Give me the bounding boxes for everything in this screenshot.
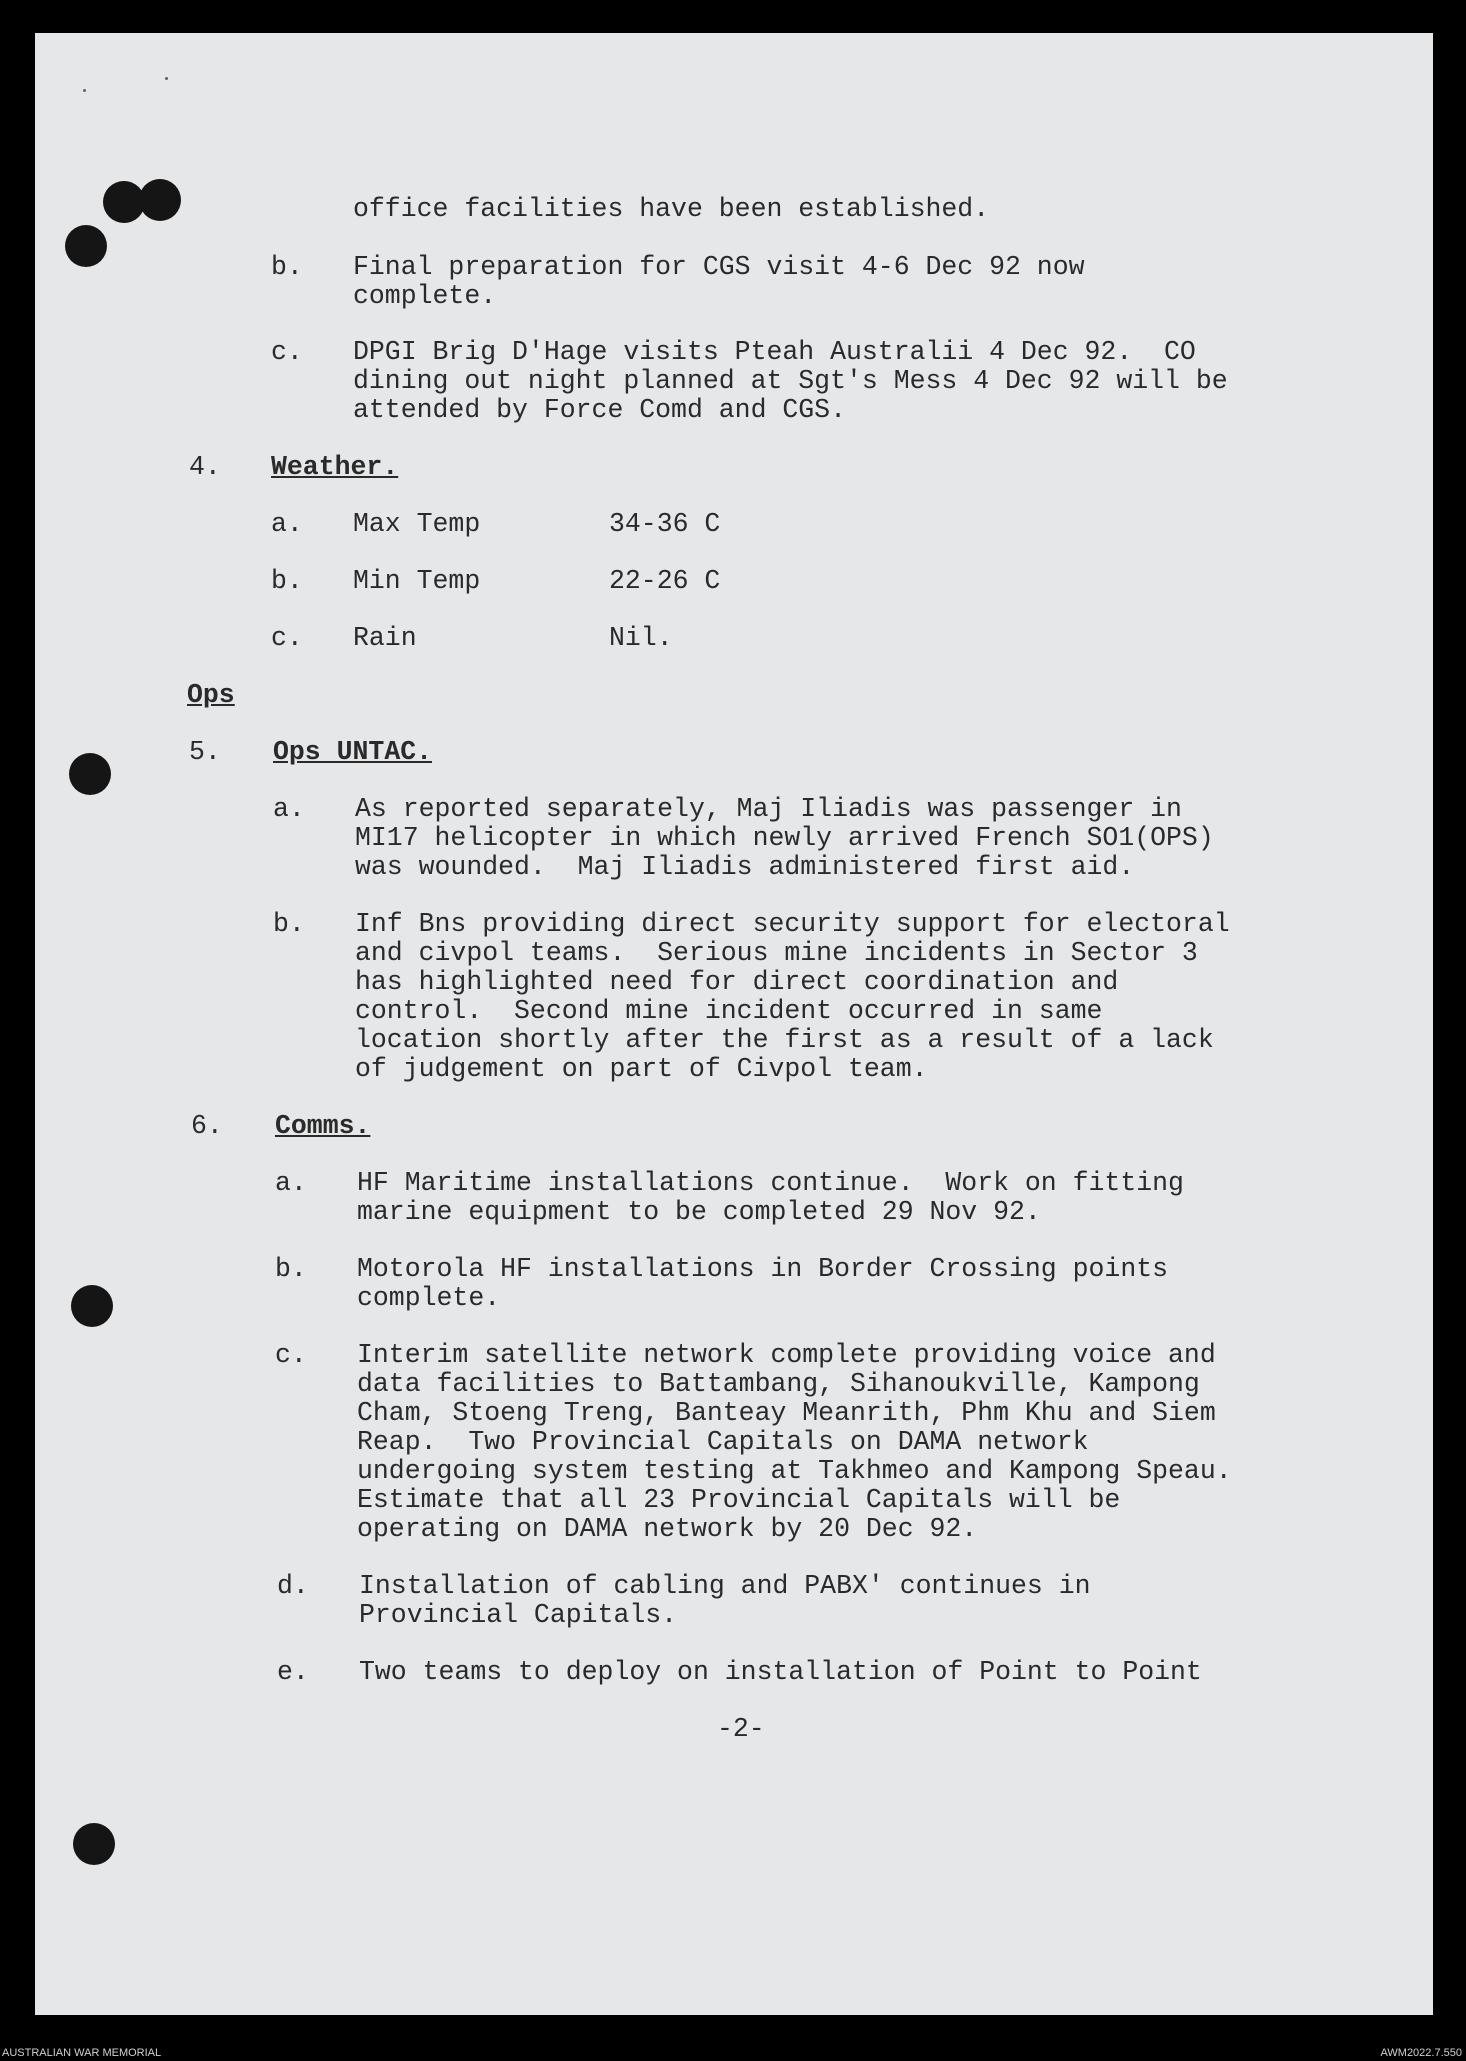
para6-c-marker: c. [275, 1340, 307, 1370]
para6-a-marker: a. [275, 1168, 307, 1198]
para6-b-marker: b. [275, 1254, 307, 1284]
weather-item-label: Rain [353, 623, 417, 653]
para6-number: 6. [191, 1111, 223, 1141]
para6-c-line: data facilities to Battambang, Sihanoukville, Kampong [357, 1369, 1200, 1399]
para6-c-line: Cham, Stoeng Treng, Banteay Meanrith, Phm Khu and Siem [357, 1398, 1216, 1428]
para6-a-line: marine equipment to be completed 29 Nov 92. [357, 1197, 1041, 1227]
weather-item-value: 22-26 C [609, 566, 721, 596]
para3-b-line: complete. [353, 281, 497, 311]
para5-b-line: of judgement on part of Civpol team. [355, 1054, 928, 1084]
para5-b-line: and civpol teams. Serious mine incidents in Sector 3 [355, 938, 1198, 968]
para6-e-marker: e. [277, 1657, 309, 1687]
punch-hole [71, 1285, 113, 1327]
para3-c-marker: c. [271, 337, 303, 367]
para3-b-marker: b. [271, 252, 303, 282]
weather-item-marker: c. [271, 623, 303, 653]
para5-a-marker: a. [273, 794, 305, 824]
ops-untac-heading: Ops UNTAC. [273, 737, 433, 767]
page-number: -2- [717, 1714, 765, 1744]
para6-c-line: Reap. Two Provincial Capitals on DAMA network [357, 1427, 1089, 1457]
para5-a-line: As reported separately, Maj Iliadis was passenger in [355, 794, 1182, 824]
weather-heading: Weather. [271, 452, 399, 482]
punch-hole [65, 225, 107, 267]
para6-c-line: operating on DAMA network by 20 Dec 92. [357, 1514, 978, 1544]
para6-c-line: undergoing system testing at Takhmeo and Kampong Speau. [357, 1456, 1232, 1486]
para6-c-line: Interim satellite network complete providing voice and [357, 1340, 1216, 1370]
footer-archive-name: AUSTRALIAN WAR MEMORIAL [2, 2047, 162, 2059]
para5-b-marker: b. [273, 909, 305, 939]
para3-b-line: Final preparation for CGS visit 4-6 Dec 92 now [353, 252, 1085, 282]
weather-item-value: 34-36 C [609, 509, 721, 539]
ops-heading: Ops [187, 680, 235, 710]
punch-hole [73, 1823, 115, 1865]
para6-a-line: HF Maritime installations continue. Work on fitting [357, 1168, 1184, 1198]
para3-c-line: DPGI Brig D'Hage visits Pteah Australii 4 Dec 92. CO [353, 337, 1196, 367]
weather-item-marker: a. [271, 509, 303, 539]
para6-b-line: Motorola HF installations in Border Crossing points [357, 1254, 1169, 1284]
weather-item-label: Min Temp [353, 566, 481, 596]
weather-item-value: Nil. [609, 623, 673, 653]
para5-b-line: location shortly after the first as a result of a lack [355, 1025, 1214, 1055]
weather-item-marker: b. [271, 566, 303, 596]
para5-b-line: has highlighted need for direct coordination and [355, 967, 1119, 997]
punch-hole [69, 753, 111, 795]
weather-item-label: Max Temp [353, 509, 481, 539]
para5-b-line: Inf Bns providing direct security support for electoral [355, 909, 1230, 939]
document-page [35, 33, 1433, 2015]
para6-d-line: Installation of cabling and PABX' continues in [359, 1571, 1091, 1601]
para3-continuation: office facilities have been established. [353, 194, 990, 224]
para6-c-line: Estimate that all 23 Provincial Capitals will be [357, 1485, 1121, 1515]
para6-d-marker: d. [277, 1571, 309, 1601]
para6-e-line: Two teams to deploy on installation of Point to Point [359, 1657, 1202, 1687]
para6-d-line: Provincial Capitals. [359, 1600, 678, 1630]
punch-hole [139, 179, 181, 221]
comms-heading: Comms. [275, 1111, 371, 1141]
paper-speck [165, 77, 168, 80]
para5-a-line: MI17 helicopter in which newly arrived French SO1(OPS) [355, 823, 1214, 853]
para5-number: 5. [189, 737, 221, 767]
paper-speck [83, 89, 86, 92]
para3-c-line: dining out night planned at Sgt's Mess 4 Dec 92 will be [353, 366, 1228, 396]
para4-number: 4. [189, 452, 221, 482]
para3-c-line: attended by Force Comd and CGS. [353, 395, 846, 425]
para5-b-line: control. Second mine incident occurred in same [355, 996, 1103, 1026]
para5-a-line: was wounded. Maj Iliadis administered first aid. [355, 852, 1135, 882]
para6-b-line: complete. [357, 1283, 501, 1313]
footer-accession-number: AWM2022.7.550 [1380, 2047, 1462, 2059]
